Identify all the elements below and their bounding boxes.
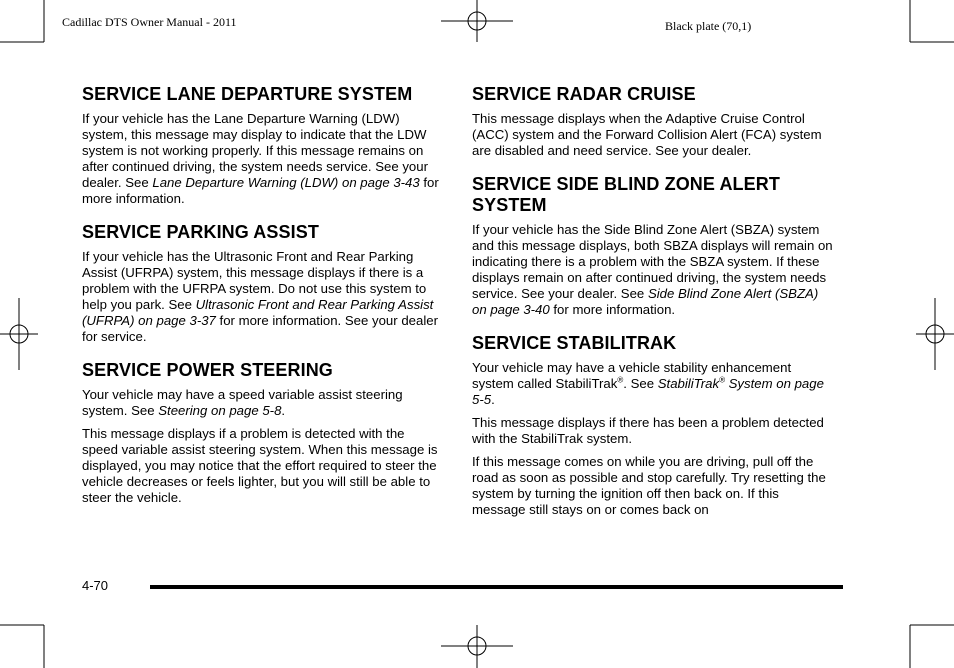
cross-reference-link[interactable]: Side Blind Zone Alert (SBZA) on page 3‑40 [472, 286, 819, 317]
section-title-lane-departure: SERVICE LANE DEPARTURE SYSTEM [82, 84, 413, 104]
section-title-power-steering: SERVICE POWER STEERING [82, 360, 333, 380]
stabilitrak-paragraph-3: If this message comes on while you are driving, pull off the road as soon as possible and stop carefully. Try resetting the system by turning the ignition off then back on. If this message still stays on or comes back on [472, 454, 826, 517]
body-text: for more information. See your dealer for service. [82, 313, 438, 344]
body-text: If your vehicle has the Lane Departure Warning (LDW) system, this message may display to indicate that the LDW system is not working properly. If this message remains on after continued driving, the system needs service. See your dealer. See [82, 111, 428, 190]
body-text: . [281, 403, 286, 418]
body-text: Your vehicle may have a vehicle stability enhancement system called StabiliTrak [472, 360, 792, 391]
header-plate-label: Black plate (70,1) [665, 19, 752, 33]
body-text: Your vehicle may have a speed variable assist steering system. See [82, 387, 403, 418]
section-title-radar-cruise: SERVICE RADAR CRUISE [472, 84, 696, 104]
section-title-side-blind-zone: SERVICE SIDE BLIND ZONE ALERT SYSTEM [472, 174, 780, 215]
page-number: 4-70 [82, 578, 109, 593]
cross-reference-link[interactable]: Steering on page 5‑8 [158, 403, 282, 418]
body-text: . [491, 392, 495, 407]
cross-reference-link[interactable]: Lane Departure Warning (LDW) on page 3‑43 [152, 175, 420, 190]
stabilitrak-paragraph-1 [472, 360, 834, 408]
power-steering-paragraph-1 [82, 387, 444, 419]
body-text: If your vehicle has the Ultrasonic Front and Rear Parking Assist (UFRPA) system, this message displays if there is a problem with the UFRPA system. Do not use this system to help you park. See [82, 249, 427, 312]
power-steering-paragraph-2: This message displays if a problem is detected with the speed variable assist steering system. When this message is displayed, you may notice that the effort required to steer the vehicle decreases or feels lighter, but you will still be able to steer the vehicle. [82, 426, 438, 505]
left-column [82, 84, 444, 513]
right-column [472, 84, 834, 525]
footer-rule [150, 585, 843, 589]
body-text: for more information. [82, 175, 439, 206]
body-text: . See [623, 376, 658, 391]
registered-mark: ® [719, 375, 725, 385]
body-text: If your vehicle has the Side Blind Zone Alert (SBZA) system and this message displays, both SBZA displays will remain on indicating there is a problem with the SBZA system. If these displays remain on after continued driving, the system needs service. See your dealer. See [472, 222, 833, 301]
body-text: for more information. [549, 302, 676, 317]
section-title-stabilitrak: SERVICE STABILITRAK [472, 333, 677, 353]
header-manual-title: Cadillac DTS Owner Manual - 2011 [62, 15, 237, 29]
side-blind-zone-paragraph [472, 222, 834, 318]
lane-departure-paragraph [82, 111, 444, 207]
link-text: System on page 5‑5 [472, 376, 824, 407]
stabilitrak-paragraph-2: This message displays if there has been a problem detected with the StabiliTrak system. [472, 415, 824, 446]
parking-assist-paragraph [82, 249, 444, 345]
registered-mark: ® [617, 375, 624, 385]
radar-cruise-paragraph: This message displays when the Adaptive Cruise Control (ACC) system and the Forward Collision Alert (FCA) system are disabled and need service. See your dealer. [472, 111, 822, 158]
section-title-parking-assist: SERVICE PARKING ASSIST [82, 222, 319, 242]
link-text: StabiliTrak [657, 376, 720, 391]
cross-reference-link[interactable]: Ultrasonic Front and Rear Parking Assist (UFRPA) on page 3‑37 [82, 297, 434, 328]
